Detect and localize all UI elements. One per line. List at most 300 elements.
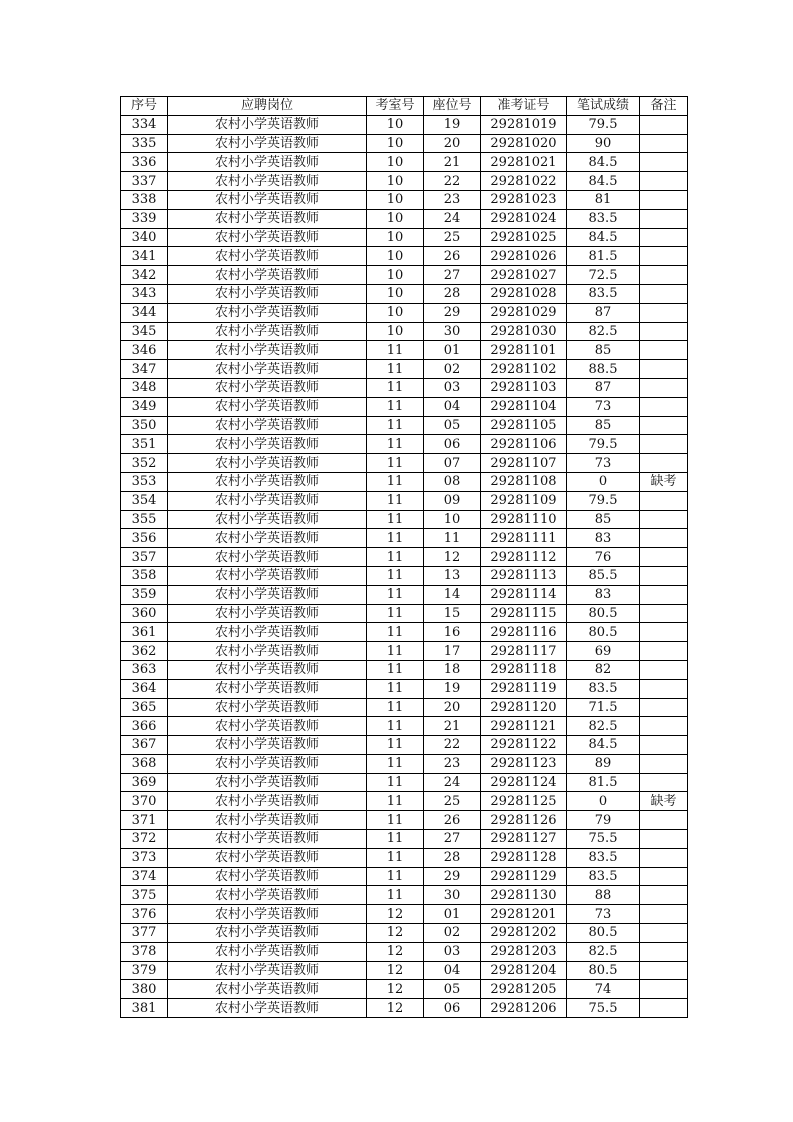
cell-seat: 17 [424, 642, 481, 661]
cell-position: 农村小学英语教师 [168, 115, 367, 134]
table-row [121, 153, 688, 172]
table-row [121, 961, 688, 980]
cell-note [640, 604, 688, 623]
cell-score: 85 [567, 341, 640, 360]
cell-note [640, 416, 688, 435]
cell-score: 84.5 [567, 228, 640, 247]
cell-seq: 337 [121, 172, 168, 191]
cell-score: 72.5 [567, 266, 640, 285]
cell-score: 71.5 [567, 698, 640, 717]
cell-seat: 21 [424, 153, 481, 172]
cell-position: 农村小学英语教师 [168, 867, 367, 886]
cell-score: 85.5 [567, 566, 640, 585]
cell-position: 农村小学英语教师 [168, 905, 367, 924]
cell-ticket: 29281118 [481, 660, 567, 679]
cell-score: 76 [567, 548, 640, 567]
cell-seq: 335 [121, 134, 168, 153]
cell-seat: 28 [424, 284, 481, 303]
cell-ticket: 29281102 [481, 360, 567, 379]
cell-seq: 341 [121, 247, 168, 266]
header-position: 应聘岗位 [168, 97, 367, 116]
cell-score: 84.5 [567, 153, 640, 172]
table-row [121, 190, 688, 209]
cell-position: 农村小学英语教师 [168, 660, 367, 679]
cell-note [640, 209, 688, 228]
cell-seat: 11 [424, 529, 481, 548]
table-row [121, 491, 688, 510]
cell-seq: 372 [121, 830, 168, 849]
cell-ticket: 29281111 [481, 529, 567, 548]
cell-seat: 02 [424, 360, 481, 379]
cell-ticket: 29281120 [481, 698, 567, 717]
cell-seat: 27 [424, 266, 481, 285]
cell-seat: 22 [424, 172, 481, 191]
table-row [121, 228, 688, 247]
cell-seq: 344 [121, 303, 168, 322]
cell-ticket: 29281129 [481, 867, 567, 886]
cell-note [640, 322, 688, 341]
cell-seat: 07 [424, 454, 481, 473]
cell-note [640, 905, 688, 924]
cell-position: 农村小学英语教师 [168, 604, 367, 623]
cell-position: 农村小学英语教师 [168, 322, 367, 341]
cell-position: 农村小学英语教师 [168, 435, 367, 454]
cell-room: 11 [367, 510, 424, 529]
cell-note [640, 284, 688, 303]
cell-seat: 29 [424, 303, 481, 322]
cell-note: 缺考 [640, 792, 688, 811]
cell-room: 10 [367, 172, 424, 191]
cell-seq: 334 [121, 115, 168, 134]
cell-seat: 01 [424, 905, 481, 924]
cell-note [640, 566, 688, 585]
cell-seq: 370 [121, 792, 168, 811]
cell-ticket: 29281114 [481, 585, 567, 604]
cell-room: 10 [367, 190, 424, 209]
cell-seq: 348 [121, 378, 168, 397]
table-row [121, 209, 688, 228]
cell-room: 11 [367, 397, 424, 416]
cell-seat: 04 [424, 397, 481, 416]
cell-seat: 13 [424, 566, 481, 585]
cell-position: 农村小学英语教师 [168, 623, 367, 642]
cell-score: 83.5 [567, 284, 640, 303]
cell-position: 农村小学英语教师 [168, 472, 367, 491]
table-row [121, 585, 688, 604]
cell-seat: 03 [424, 378, 481, 397]
cell-room: 11 [367, 642, 424, 661]
cell-note [640, 585, 688, 604]
cell-note [640, 491, 688, 510]
cell-note [640, 867, 688, 886]
cell-room: 11 [367, 341, 424, 360]
cell-seq: 365 [121, 698, 168, 717]
table-row [121, 754, 688, 773]
cell-score: 83.5 [567, 209, 640, 228]
cell-position: 农村小学英语教师 [168, 942, 367, 961]
cell-score: 75.5 [567, 999, 640, 1018]
cell-position: 农村小学英语教师 [168, 228, 367, 247]
cell-seq: 361 [121, 623, 168, 642]
cell-seat: 25 [424, 228, 481, 247]
cell-seq: 338 [121, 190, 168, 209]
cell-seat: 23 [424, 754, 481, 773]
cell-seat: 25 [424, 792, 481, 811]
cell-score: 79.5 [567, 491, 640, 510]
cell-ticket: 29281125 [481, 792, 567, 811]
cell-note [640, 942, 688, 961]
cell-room: 12 [367, 924, 424, 943]
cell-score: 81 [567, 190, 640, 209]
table-body [121, 115, 688, 1017]
cell-seq: 360 [121, 604, 168, 623]
cell-score: 89 [567, 754, 640, 773]
cell-room: 12 [367, 905, 424, 924]
cell-position: 农村小学英语教师 [168, 679, 367, 698]
score-table [120, 96, 688, 1018]
cell-seq: 342 [121, 266, 168, 285]
table-row [121, 736, 688, 755]
cell-position: 农村小学英语教师 [168, 848, 367, 867]
cell-room: 11 [367, 529, 424, 548]
cell-position: 农村小学英语教师 [168, 736, 367, 755]
cell-note: 缺考 [640, 472, 688, 491]
cell-ticket: 29281113 [481, 566, 567, 585]
table-row [121, 416, 688, 435]
table-row [121, 604, 688, 623]
cell-ticket: 29281027 [481, 266, 567, 285]
cell-score: 83.5 [567, 679, 640, 698]
cell-note [640, 848, 688, 867]
table-row [121, 360, 688, 379]
cell-seq: 354 [121, 491, 168, 510]
cell-seat: 30 [424, 886, 481, 905]
cell-ticket: 29281025 [481, 228, 567, 247]
cell-room: 11 [367, 416, 424, 435]
cell-score: 73 [567, 454, 640, 473]
cell-ticket: 29281201 [481, 905, 567, 924]
cell-note [640, 247, 688, 266]
cell-note [640, 153, 688, 172]
cell-room: 11 [367, 811, 424, 830]
cell-ticket: 29281022 [481, 172, 567, 191]
cell-seat: 20 [424, 698, 481, 717]
cell-note [640, 190, 688, 209]
cell-ticket: 29281126 [481, 811, 567, 830]
cell-seat: 03 [424, 942, 481, 961]
cell-score: 82.5 [567, 322, 640, 341]
cell-seq: 376 [121, 905, 168, 924]
cell-seq: 347 [121, 360, 168, 379]
cell-position: 农村小学英语教师 [168, 172, 367, 191]
cell-position: 农村小学英语教师 [168, 792, 367, 811]
cell-seq: 353 [121, 472, 168, 491]
cell-position: 农村小学英语教师 [168, 773, 367, 792]
cell-ticket: 29281026 [481, 247, 567, 266]
cell-seq: 366 [121, 717, 168, 736]
table-row [121, 548, 688, 567]
cell-seq: 343 [121, 284, 168, 303]
cell-seq: 349 [121, 397, 168, 416]
cell-ticket: 29281115 [481, 604, 567, 623]
cell-ticket: 29281127 [481, 830, 567, 849]
cell-note [640, 773, 688, 792]
cell-room: 10 [367, 153, 424, 172]
cell-score: 82.5 [567, 942, 640, 961]
cell-room: 11 [367, 792, 424, 811]
cell-note [640, 172, 688, 191]
cell-room: 11 [367, 604, 424, 623]
cell-ticket: 29281029 [481, 303, 567, 322]
cell-seat: 21 [424, 717, 481, 736]
cell-ticket: 29281124 [481, 773, 567, 792]
cell-room: 11 [367, 623, 424, 642]
cell-ticket: 29281101 [481, 341, 567, 360]
cell-seat: 24 [424, 209, 481, 228]
cell-room: 11 [367, 585, 424, 604]
cell-note [640, 642, 688, 661]
cell-position: 农村小学英语教师 [168, 491, 367, 510]
cell-position: 农村小学英语教师 [168, 698, 367, 717]
table-row [121, 322, 688, 341]
header-seq: 序号 [121, 97, 168, 116]
cell-score: 79.5 [567, 115, 640, 134]
cell-seat: 04 [424, 961, 481, 980]
cell-position: 农村小学英语教师 [168, 585, 367, 604]
cell-ticket: 29281024 [481, 209, 567, 228]
header-note: 备注 [640, 97, 688, 116]
cell-score: 80.5 [567, 604, 640, 623]
cell-seat: 15 [424, 604, 481, 623]
cell-room: 10 [367, 134, 424, 153]
cell-room: 11 [367, 698, 424, 717]
table-row [121, 942, 688, 961]
cell-seat: 26 [424, 811, 481, 830]
cell-room: 11 [367, 736, 424, 755]
cell-seq: 381 [121, 999, 168, 1018]
cell-score: 84.5 [567, 736, 640, 755]
table-row [121, 510, 688, 529]
cell-seq: 375 [121, 886, 168, 905]
cell-ticket: 29281023 [481, 190, 567, 209]
cell-note [640, 228, 688, 247]
header-score: 笔试成绩 [567, 97, 640, 116]
cell-ticket: 29281028 [481, 284, 567, 303]
cell-position: 农村小学英语教师 [168, 961, 367, 980]
cell-score: 0 [567, 792, 640, 811]
cell-seq: 357 [121, 548, 168, 567]
cell-room: 11 [367, 660, 424, 679]
cell-score: 85 [567, 416, 640, 435]
cell-position: 农村小学英语教师 [168, 397, 367, 416]
cell-seq: 374 [121, 867, 168, 886]
cell-room: 10 [367, 303, 424, 322]
cell-note [640, 548, 688, 567]
cell-note [640, 115, 688, 134]
header-ticket: 准考证号 [481, 97, 567, 116]
cell-position: 农村小学英语教师 [168, 924, 367, 943]
cell-score: 83.5 [567, 867, 640, 886]
cell-position: 农村小学英语教师 [168, 886, 367, 905]
cell-seq: 352 [121, 454, 168, 473]
cell-seq: 350 [121, 416, 168, 435]
cell-ticket: 29281019 [481, 115, 567, 134]
cell-position: 农村小学英语教师 [168, 209, 367, 228]
table-row [121, 867, 688, 886]
table-row [121, 905, 688, 924]
cell-room: 11 [367, 754, 424, 773]
cell-seat: 28 [424, 848, 481, 867]
table-row [121, 247, 688, 266]
cell-position: 农村小学英语教师 [168, 378, 367, 397]
cell-room: 12 [367, 980, 424, 999]
cell-seat: 29 [424, 867, 481, 886]
table-row [121, 623, 688, 642]
cell-score: 79 [567, 811, 640, 830]
cell-note [640, 698, 688, 717]
cell-note [640, 378, 688, 397]
cell-seat: 16 [424, 623, 481, 642]
cell-position: 农村小学英语教师 [168, 566, 367, 585]
cell-ticket: 29281108 [481, 472, 567, 491]
cell-ticket: 29281117 [481, 642, 567, 661]
cell-note [640, 886, 688, 905]
cell-score: 0 [567, 472, 640, 491]
cell-note [640, 266, 688, 285]
cell-seat: 19 [424, 679, 481, 698]
cell-room: 10 [367, 266, 424, 285]
cell-seq: 373 [121, 848, 168, 867]
cell-seq: 359 [121, 585, 168, 604]
cell-seq: 364 [121, 679, 168, 698]
cell-note [640, 980, 688, 999]
cell-score: 90 [567, 134, 640, 153]
cell-note [640, 754, 688, 773]
cell-room: 10 [367, 209, 424, 228]
cell-seat: 05 [424, 980, 481, 999]
cell-position: 农村小学英语教师 [168, 416, 367, 435]
table-row [121, 472, 688, 491]
cell-position: 农村小学英语教师 [168, 266, 367, 285]
cell-ticket: 29281104 [481, 397, 567, 416]
cell-note [640, 510, 688, 529]
cell-room: 12 [367, 999, 424, 1018]
cell-score: 80.5 [567, 924, 640, 943]
cell-room: 11 [367, 360, 424, 379]
cell-ticket: 29281204 [481, 961, 567, 980]
cell-note [640, 454, 688, 473]
table-row [121, 642, 688, 661]
cell-ticket: 29281105 [481, 416, 567, 435]
cell-note [640, 303, 688, 322]
cell-seq: 351 [121, 435, 168, 454]
cell-room: 11 [367, 566, 424, 585]
cell-room: 11 [367, 491, 424, 510]
cell-seq: 377 [121, 924, 168, 943]
cell-position: 农村小学英语教师 [168, 811, 367, 830]
cell-room: 12 [367, 942, 424, 961]
table-row [121, 172, 688, 191]
cell-seat: 12 [424, 548, 481, 567]
cell-room: 10 [367, 322, 424, 341]
cell-position: 农村小学英语教师 [168, 153, 367, 172]
table-row [121, 848, 688, 867]
cell-seat: 02 [424, 924, 481, 943]
cell-score: 83 [567, 585, 640, 604]
cell-note [640, 134, 688, 153]
cell-ticket: 29281112 [481, 548, 567, 567]
cell-score: 87 [567, 378, 640, 397]
cell-seq: 340 [121, 228, 168, 247]
table-row [121, 266, 688, 285]
table-row [121, 284, 688, 303]
table-row [121, 698, 688, 717]
cell-room: 11 [367, 830, 424, 849]
cell-position: 农村小学英语教师 [168, 247, 367, 266]
cell-score: 85 [567, 510, 640, 529]
cell-seq: 368 [121, 754, 168, 773]
cell-position: 农村小学英语教师 [168, 454, 367, 473]
cell-seq: 379 [121, 961, 168, 980]
cell-seat: 06 [424, 999, 481, 1018]
cell-room: 10 [367, 284, 424, 303]
cell-room: 11 [367, 548, 424, 567]
cell-seq: 336 [121, 153, 168, 172]
cell-note [640, 961, 688, 980]
cell-seat: 18 [424, 660, 481, 679]
cell-position: 农村小学英语教师 [168, 999, 367, 1018]
cell-ticket: 29281121 [481, 717, 567, 736]
cell-ticket: 29281206 [481, 999, 567, 1018]
cell-room: 11 [367, 773, 424, 792]
cell-position: 农村小学英语教师 [168, 303, 367, 322]
header-seat: 座位号 [424, 97, 481, 116]
cell-room: 11 [367, 848, 424, 867]
cell-room: 11 [367, 435, 424, 454]
cell-score: 80.5 [567, 961, 640, 980]
cell-ticket: 29281110 [481, 510, 567, 529]
cell-score: 73 [567, 397, 640, 416]
table-row [121, 529, 688, 548]
cell-seat: 10 [424, 510, 481, 529]
cell-ticket: 29281021 [481, 153, 567, 172]
table-row [121, 773, 688, 792]
table-row [121, 378, 688, 397]
cell-ticket: 29281107 [481, 454, 567, 473]
cell-seat: 19 [424, 115, 481, 134]
cell-seat: 26 [424, 247, 481, 266]
table-row [121, 830, 688, 849]
cell-seat: 27 [424, 830, 481, 849]
cell-ticket: 29281203 [481, 942, 567, 961]
cell-ticket: 29281123 [481, 754, 567, 773]
cell-room: 10 [367, 115, 424, 134]
cell-note [640, 360, 688, 379]
cell-ticket: 29281122 [481, 736, 567, 755]
table-row [121, 811, 688, 830]
cell-score: 83 [567, 529, 640, 548]
cell-room: 11 [367, 717, 424, 736]
table-row [121, 303, 688, 322]
table-row [121, 454, 688, 473]
cell-note [640, 679, 688, 698]
cell-position: 农村小学英语教师 [168, 754, 367, 773]
cell-seat: 05 [424, 416, 481, 435]
cell-position: 农村小学英语教师 [168, 548, 367, 567]
table-row [121, 660, 688, 679]
table-row [121, 924, 688, 943]
cell-seat: 23 [424, 190, 481, 209]
